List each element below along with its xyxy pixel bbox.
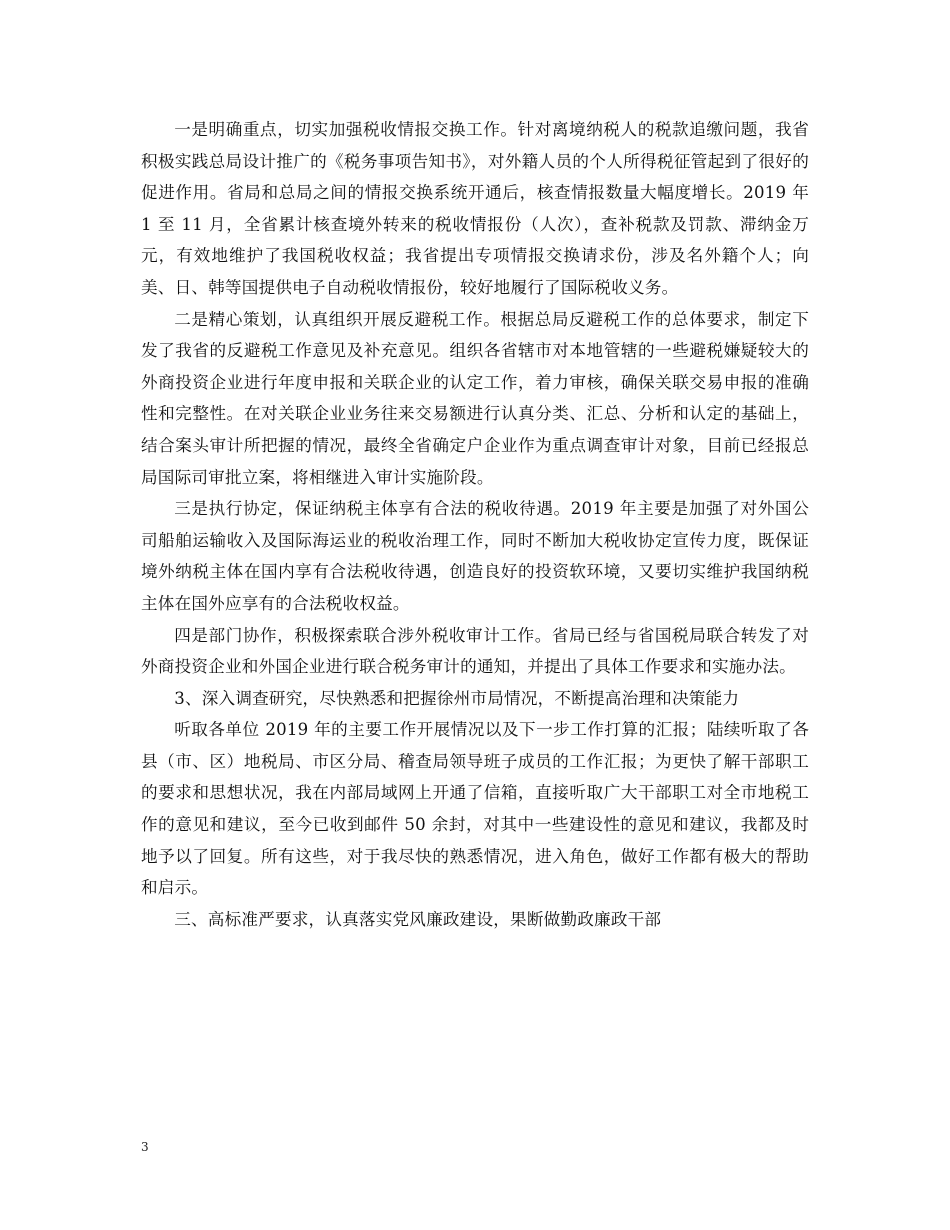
section-heading-integrity: 三、高标准严要求，认真落实党风廉政建设，果断做勤政廉政干部 — [174, 909, 662, 929]
paragraph-work-reports: 听取各单位 2019 年的主要工作开展情况以及下一步工作打算的汇报；陆续听取了各县（市、区）地税局、市区分局、稽查局领导班子成员的工作汇报；为更快了解干部职工的要求和思想状况，我在内部局域网上开通了信箱，直接听取广大干部职工对全市地税工作的意见和建议，至今已收到邮件 50 余封，对其中一些建设性的意见和建议，我都及时地予以了回复。所有这些，对于我尽快的熟悉情况，进入角色，做好工作都有极大的帮助和启示。 — [141, 720, 809, 898]
page-number: 3 — [141, 1140, 149, 1154]
paragraph-tax-treaty: 三是执行协定，保证纳税主体享有合法的税收待遇。2019 年主要是加强了对外国公司船舶运输收入及国际海运业的税收治理工作，同时不断加大税收协定宣传力度，既保证境外纳税主体在国内享有合法税收待遇，创造良好的投资软环境，又要切实维护我国纳税主体在国外应享有的合法税收权益。 — [141, 499, 809, 613]
paragraph-department-cooperation: 四是部门协作，积极探索联合涉外税收审计工作。省局已经与省国税局联合转发了对外商投资企业和外国企业进行联合税务审计的通知，并提出了具体工作要求和实施办法。 — [141, 625, 809, 677]
section-heading-research: 3、深入调查研究，尽快熟悉和把握徐州市局情况，不断提高治理和决策能力 — [174, 688, 740, 708]
paragraph-tax-intelligence-exchange: 一是明确重点，切实加强税收情报交换工作。针对离境纳税人的税款追缴问题，我省积极实践总局设计推广的《税务事项告知书》，对外籍人员的个人所得税征管起到了很好的促进作用。省局和总局之间的情报交换系统开通后，核查情报数量大幅度增长。2019 年 1 至 11 月，全省累计核查境外转来的税收情报份（人次），查补税款及罚款、滞纳金万元，有效地维护了我国税收权益；我省提出专项情报交换请求份，涉及名外籍个人；向美、日、韩等国提供电子自动税收情报份，较好地履行了国际税收义务。 — [141, 120, 809, 297]
document-body — [141, 114, 809, 935]
paragraph-anti-avoidance: 二是精心策划，认真组织开展反避税工作。根据总局反避税工作的总体要求，制定下发了我省的反避税工作意见及补充意见。组织各省辖市对本地管辖的一些避税嫌疑较大的外商投资企业进行年度申报和关联企业的认定工作，着力审核，确保关联交易申报的准确性和完整性。在对关联企业业务往来交易额进行认真分类、汇总、分析和认定的基础上，结合案头审计所把握的情况，最终全省确定户企业作为重点调查审计对象，目前已经报总局国际司审批立案，将相继进入审计实施阶段。 — [141, 309, 809, 487]
